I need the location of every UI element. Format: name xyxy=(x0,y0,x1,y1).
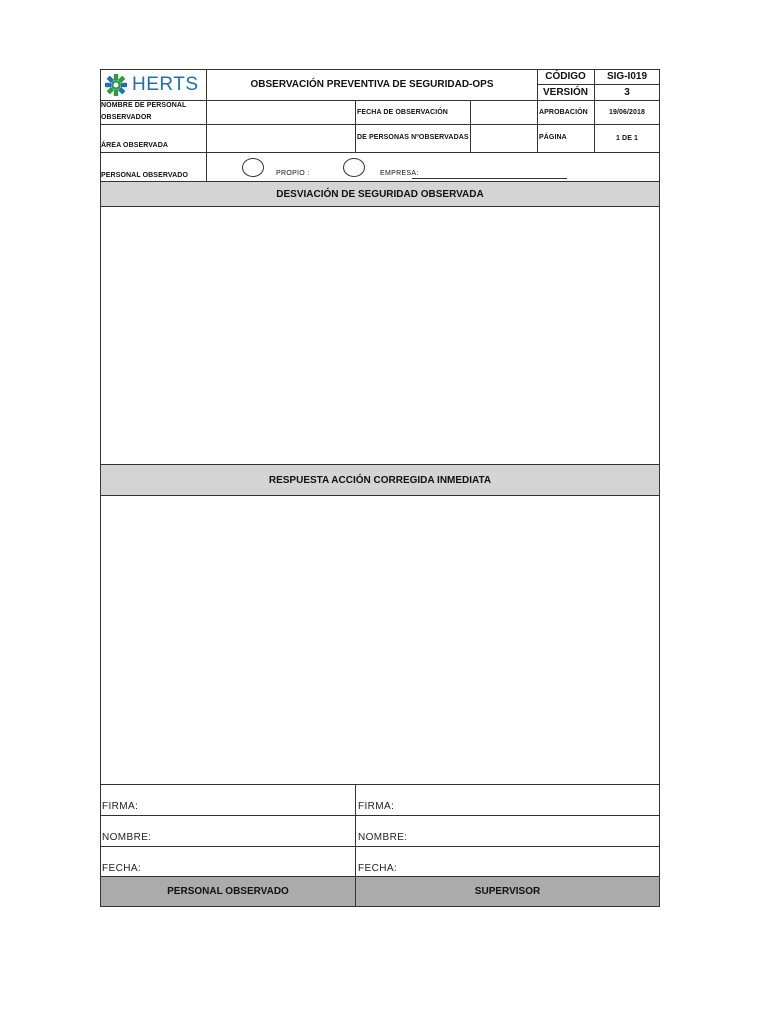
pagina-value: 1 DE 1 xyxy=(616,135,638,142)
area-observada-label: ÁREA OBSERVADA xyxy=(101,142,169,149)
desviacion-body[interactable] xyxy=(100,206,660,465)
logo xyxy=(104,72,204,98)
codigo-value: SIG-I019 xyxy=(606,71,648,82)
row2-line xyxy=(100,124,660,125)
left-nombre-label: NOMBRE: xyxy=(102,832,152,843)
fecha-observacion-label: FECHA DE OBSERVACIÓN xyxy=(357,109,448,116)
right-firma-label: FIRMA: xyxy=(358,801,395,812)
footer-supervisor: SUPERVISOR xyxy=(356,877,659,906)
desviacion-header: DESVIACIÓN DE SEGURIDAD OBSERVADA xyxy=(100,181,660,207)
footer-personal-observado: PERSONAL OBSERVADO xyxy=(101,877,355,906)
fecha-divider xyxy=(355,100,356,153)
nombre-personal-field[interactable] xyxy=(207,101,354,123)
respuesta-header: RESPUESTA ACCIÓN CORREGIDA INMEDIATA xyxy=(100,464,660,496)
aprobacion-value: 19/06/2018 xyxy=(608,108,646,116)
fecha-observacion-field[interactable] xyxy=(471,101,536,123)
personas-observadas-field[interactable] xyxy=(471,125,536,152)
codigo-label: CÓDIGO xyxy=(545,71,586,82)
herts-gear-icon xyxy=(104,73,128,97)
sig-row2-line xyxy=(100,846,660,847)
empresa-line[interactable] xyxy=(412,178,567,179)
version-label: VERSIÓN xyxy=(542,86,588,98)
left-firma-label: FIRMA: xyxy=(102,801,139,812)
respuesta-body[interactable] xyxy=(100,495,660,785)
personas-observadas-label: DE PERSONAS NºOBSERVADAS xyxy=(357,134,469,141)
aprobacion-label: APROBACIÓN xyxy=(539,109,588,116)
propio-label: PROPIO : xyxy=(276,170,310,177)
nombre-personal-label-line2: OBSERVADOR xyxy=(101,114,152,121)
nombre-personal-label-line1: NOMBRE DE PERSONAL xyxy=(101,102,187,109)
sig-row1-line xyxy=(100,815,660,816)
personal-divider xyxy=(206,152,207,182)
form-title: OBSERVACIÓN PREVENTIVA DE SEGURIDAD-OPS xyxy=(250,78,494,90)
logo-text: HERTS xyxy=(132,74,199,95)
nombre-personal-label xyxy=(101,101,205,122)
version-value: 3 xyxy=(624,86,630,98)
empresa-label: EMPRESA: xyxy=(380,170,419,177)
right-nombre-label: NOMBRE: xyxy=(358,832,408,843)
personal-observado-label: PERSONAL OBSERVADO xyxy=(101,172,188,179)
right-fecha-label: FECHA: xyxy=(358,863,398,874)
empresa-radio[interactable] xyxy=(343,158,365,177)
pagina-label: PÁGINA xyxy=(539,134,567,141)
left-fecha-label: FECHA: xyxy=(102,863,142,874)
area-observada-field[interactable] xyxy=(207,125,354,152)
propio-radio[interactable] xyxy=(242,158,264,177)
